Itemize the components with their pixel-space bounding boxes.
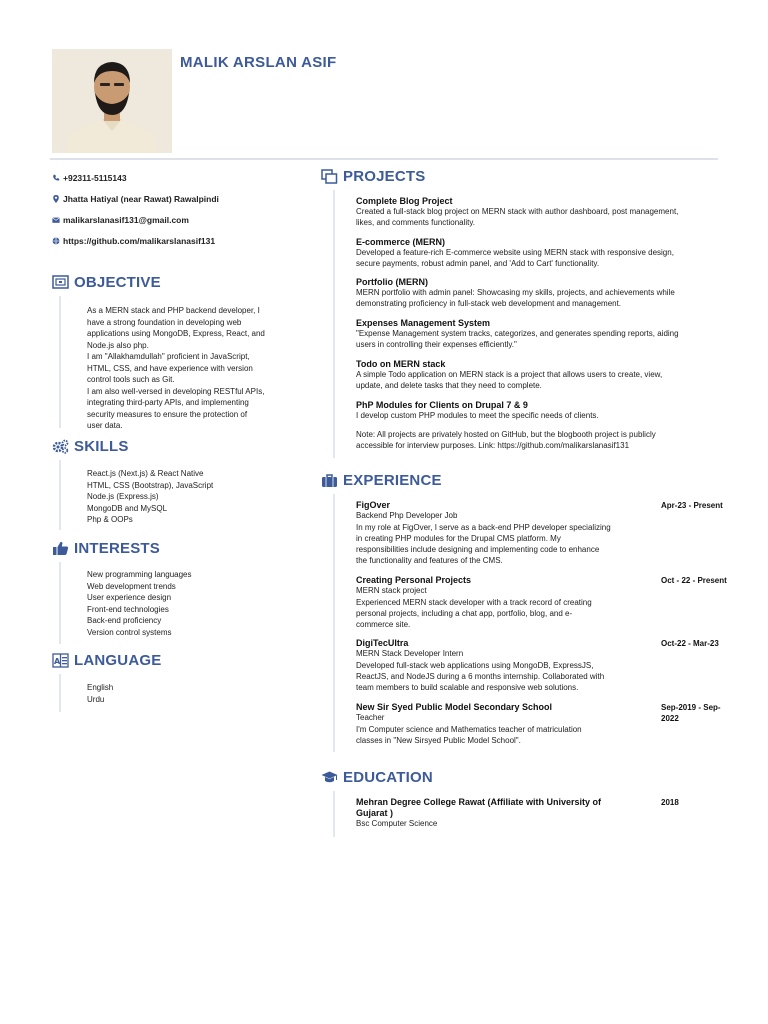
language-bar bbox=[59, 674, 61, 712]
job-role: Teacher bbox=[356, 713, 385, 722]
project-title: E-commerce (MERN) bbox=[356, 237, 446, 247]
header-divider bbox=[50, 158, 718, 160]
projects-heading bbox=[321, 168, 425, 185]
candidate-name: MALIK ARSLAN ASIF bbox=[180, 54, 337, 71]
project-title: PhP Modules for Clients on Drupal 7 & 9 bbox=[356, 400, 528, 410]
objective-title: OBJECTIVE bbox=[74, 274, 161, 291]
project-desc: MERN portfolio with admin panel: Showcasing my skills, projects, and achievements while bbox=[356, 288, 675, 297]
language-item: English bbox=[87, 683, 114, 692]
experience-bar bbox=[333, 494, 335, 752]
skills-list bbox=[87, 468, 297, 526]
job-date: Oct-22 - Mar-23 bbox=[661, 639, 719, 648]
globe-icon bbox=[52, 237, 60, 245]
envelope-icon bbox=[52, 216, 60, 224]
interest-item: Front-end technologies bbox=[87, 604, 169, 614]
email-text[interactable]: malikarslanasif131@gmail.com bbox=[63, 215, 189, 225]
job-desc: ReactJS, and NodeJS during a 6 months internship. Collaborated with bbox=[356, 671, 605, 681]
job-desc: In my role at FigOver, I serve as a back-end PHP developer specializing bbox=[356, 522, 611, 532]
project-item bbox=[356, 196, 736, 228]
job-desc: commerce site. bbox=[356, 619, 411, 629]
interests-heading bbox=[52, 540, 160, 557]
project-desc: likes, and comments functionality. bbox=[356, 217, 476, 227]
school-name: Mehran Degree College Rawat (Affiliate with University of bbox=[356, 797, 602, 807]
interests-bar bbox=[59, 562, 61, 644]
job-desc: classes in "New Sirsyed Public Model School". bbox=[356, 735, 521, 745]
company-name: Creating Personal Projects bbox=[356, 575, 472, 585]
objective-line: HTML, CSS, and have experience with version bbox=[87, 363, 253, 373]
school-name: Gujarat ) bbox=[356, 808, 394, 818]
objective-line: I am "Allakhamdullah" proficient in JavaScript, bbox=[87, 352, 250, 361]
experience-item bbox=[356, 575, 651, 630]
experience-title: EXPERIENCE bbox=[343, 472, 442, 489]
language-heading bbox=[52, 652, 161, 669]
objective-line: applications using MongoDB, Express, React, and bbox=[87, 329, 265, 338]
interest-item: New programming languages bbox=[87, 570, 192, 579]
project-desc: update, and delete tasks that they need to complete. bbox=[356, 380, 542, 390]
project-desc: secure payments, robust admin panel, and 'Add to Cart' functionality. bbox=[356, 258, 600, 268]
objective-line: security measures to ensure the protection of bbox=[87, 409, 248, 419]
job-desc: personal projects, including a chat app, portfolio, blog, and e- bbox=[356, 608, 573, 618]
project-desc: Created a full-stack blog project on MERN stack with author dashboard, post management, bbox=[356, 207, 679, 216]
job-role: MERN stack project bbox=[356, 586, 427, 595]
graduation-cap-icon bbox=[321, 770, 338, 785]
skills-heading bbox=[52, 438, 129, 455]
projects-bar bbox=[333, 190, 335, 458]
experience-heading bbox=[321, 472, 442, 489]
github-link[interactable]: https://github.com/malikarslanasif131 bbox=[63, 236, 216, 246]
skill-item: HTML, CSS (Bootstrap), JavaScript bbox=[87, 480, 214, 490]
projects-note bbox=[356, 430, 736, 451]
phone-text: +92311-5115143 bbox=[63, 173, 127, 183]
target-icon bbox=[52, 275, 69, 290]
project-title: Todo on MERN stack bbox=[356, 359, 446, 369]
language-item: Urdu bbox=[87, 694, 105, 704]
job-desc: Experienced MERN stack developer with a track record of creating bbox=[356, 597, 592, 607]
phone-contact bbox=[52, 173, 127, 183]
job-desc: the functionality and features of the CMS. bbox=[356, 555, 503, 565]
objective-line: I am also well-versed in developing RESTful APIs, bbox=[87, 386, 265, 396]
education-heading bbox=[321, 769, 433, 786]
skills-title: SKILLS bbox=[74, 438, 129, 455]
objective-line: user data. bbox=[87, 421, 123, 430]
education-year: 2018 bbox=[661, 798, 679, 807]
objective-line: integrating third-party APIs, and implementing bbox=[87, 398, 249, 407]
project-title: Complete Blog Project bbox=[356, 196, 453, 206]
thumbs-up-icon bbox=[52, 541, 69, 556]
phone-icon bbox=[52, 174, 60, 182]
language-icon bbox=[52, 653, 69, 668]
job-desc: I'm Computer science and Mathematics teacher of matriculation bbox=[356, 724, 582, 734]
project-title: Expenses Management System bbox=[356, 318, 491, 328]
address-text: Jhatta Hatiyal (near Rawat) Rawalpindi bbox=[63, 194, 219, 204]
job-date: Apr-23 - Present bbox=[661, 501, 723, 510]
experience-item bbox=[356, 702, 651, 746]
briefcase-icon bbox=[321, 473, 338, 488]
objective-bar bbox=[59, 296, 61, 428]
company-name: DigiTecUltra bbox=[356, 638, 409, 648]
job-desc: Developed full-stack web applications using MongoDB, ExpressJS, bbox=[356, 660, 594, 670]
project-desc: A simple Todo application on MERN stack is a project that allows users to create, view, bbox=[356, 370, 663, 379]
job-desc: in creating PHP modules for the Drupal CMS platform. My bbox=[356, 533, 561, 543]
map-pin-icon bbox=[52, 195, 60, 203]
job-role: Backend Php Developer Job bbox=[356, 511, 458, 520]
copy-icon bbox=[321, 169, 338, 184]
project-item bbox=[356, 359, 736, 391]
gears-icon bbox=[52, 439, 69, 454]
interest-item: Version control systems bbox=[87, 627, 172, 637]
interest-item: User experience design bbox=[87, 593, 172, 602]
interest-item: Back-end proficiency bbox=[87, 616, 162, 625]
education-title: EDUCATION bbox=[343, 769, 433, 786]
education-item bbox=[356, 797, 651, 830]
objective-text bbox=[87, 305, 297, 432]
skill-item: Node.js (Express.js) bbox=[87, 492, 159, 501]
job-date-line: Sep-2019 - Sep- bbox=[661, 703, 721, 712]
project-desc: "Expense Management system tracks, categorizes, and generates spending reports, aiding bbox=[356, 329, 679, 338]
language-title: LANGUAGE bbox=[74, 652, 162, 669]
skill-item: React.js (Next.js) & React Native bbox=[87, 469, 204, 478]
project-desc: Developed a feature-rich E-commerce website using MERN stack with responsive design, bbox=[356, 248, 674, 257]
project-desc: users in controlling their expenses efficiently." bbox=[356, 339, 517, 349]
note-line: Note: All projects are privately hosted on GitHub, but the blogbooth project is publicly bbox=[356, 430, 656, 439]
experience-item bbox=[356, 638, 651, 693]
objective-line: Node.js also php. bbox=[87, 340, 149, 350]
job-desc: responsibilities include designing and implementing code to enhance bbox=[356, 544, 600, 554]
project-desc: demonstrating proficiency in full-stack web development and management. bbox=[356, 298, 622, 308]
note-line: accessible for interview purposes. Link: https://github.com/malikarslanasif131 bbox=[356, 440, 630, 450]
interests-title: INTERESTS bbox=[74, 540, 160, 557]
github-contact bbox=[52, 236, 215, 246]
job-desc: team members to build scalable and responsive web solutions. bbox=[356, 682, 579, 692]
interest-item: Web development trends bbox=[87, 581, 176, 591]
projects-title: PROJECTS bbox=[343, 168, 426, 185]
project-title: Portfolio (MERN) bbox=[356, 277, 428, 287]
job-date-line: 2022 bbox=[661, 714, 679, 723]
education-bar bbox=[333, 791, 335, 837]
skill-item: Php & OOPs bbox=[87, 515, 133, 524]
svg-text:A: A bbox=[54, 657, 61, 666]
project-item bbox=[356, 277, 736, 309]
job-role: MERN Stack Developer Intern bbox=[356, 649, 464, 658]
job-date bbox=[661, 702, 741, 724]
project-desc: I develop custom PHP modules to meet the specific needs of clients. bbox=[356, 411, 599, 420]
objective-line: control tools such as Git. bbox=[87, 375, 175, 384]
project-item bbox=[356, 237, 736, 269]
objective-line: As a MERN stack and PHP backend developer, I bbox=[87, 306, 260, 315]
address-contact bbox=[52, 194, 219, 204]
company-name: New Sir Syed Public Model Secondary School bbox=[356, 702, 553, 712]
skill-item: MongoDB and MySQL bbox=[87, 503, 168, 513]
objective-line: have a strong foundation in developing web bbox=[87, 317, 242, 327]
email-contact bbox=[52, 215, 189, 225]
profile-photo bbox=[52, 49, 172, 153]
objective-heading bbox=[52, 274, 161, 291]
job-date: Oct - 22 - Present bbox=[661, 576, 727, 585]
company-name: FigOver bbox=[356, 500, 391, 510]
skills-bar bbox=[59, 460, 61, 530]
interests-list bbox=[87, 569, 297, 638]
language-list bbox=[87, 682, 297, 705]
degree-name: Bsc Computer Science bbox=[356, 819, 438, 828]
experience-item bbox=[356, 500, 651, 566]
project-item bbox=[356, 400, 736, 422]
project-item bbox=[356, 318, 736, 350]
